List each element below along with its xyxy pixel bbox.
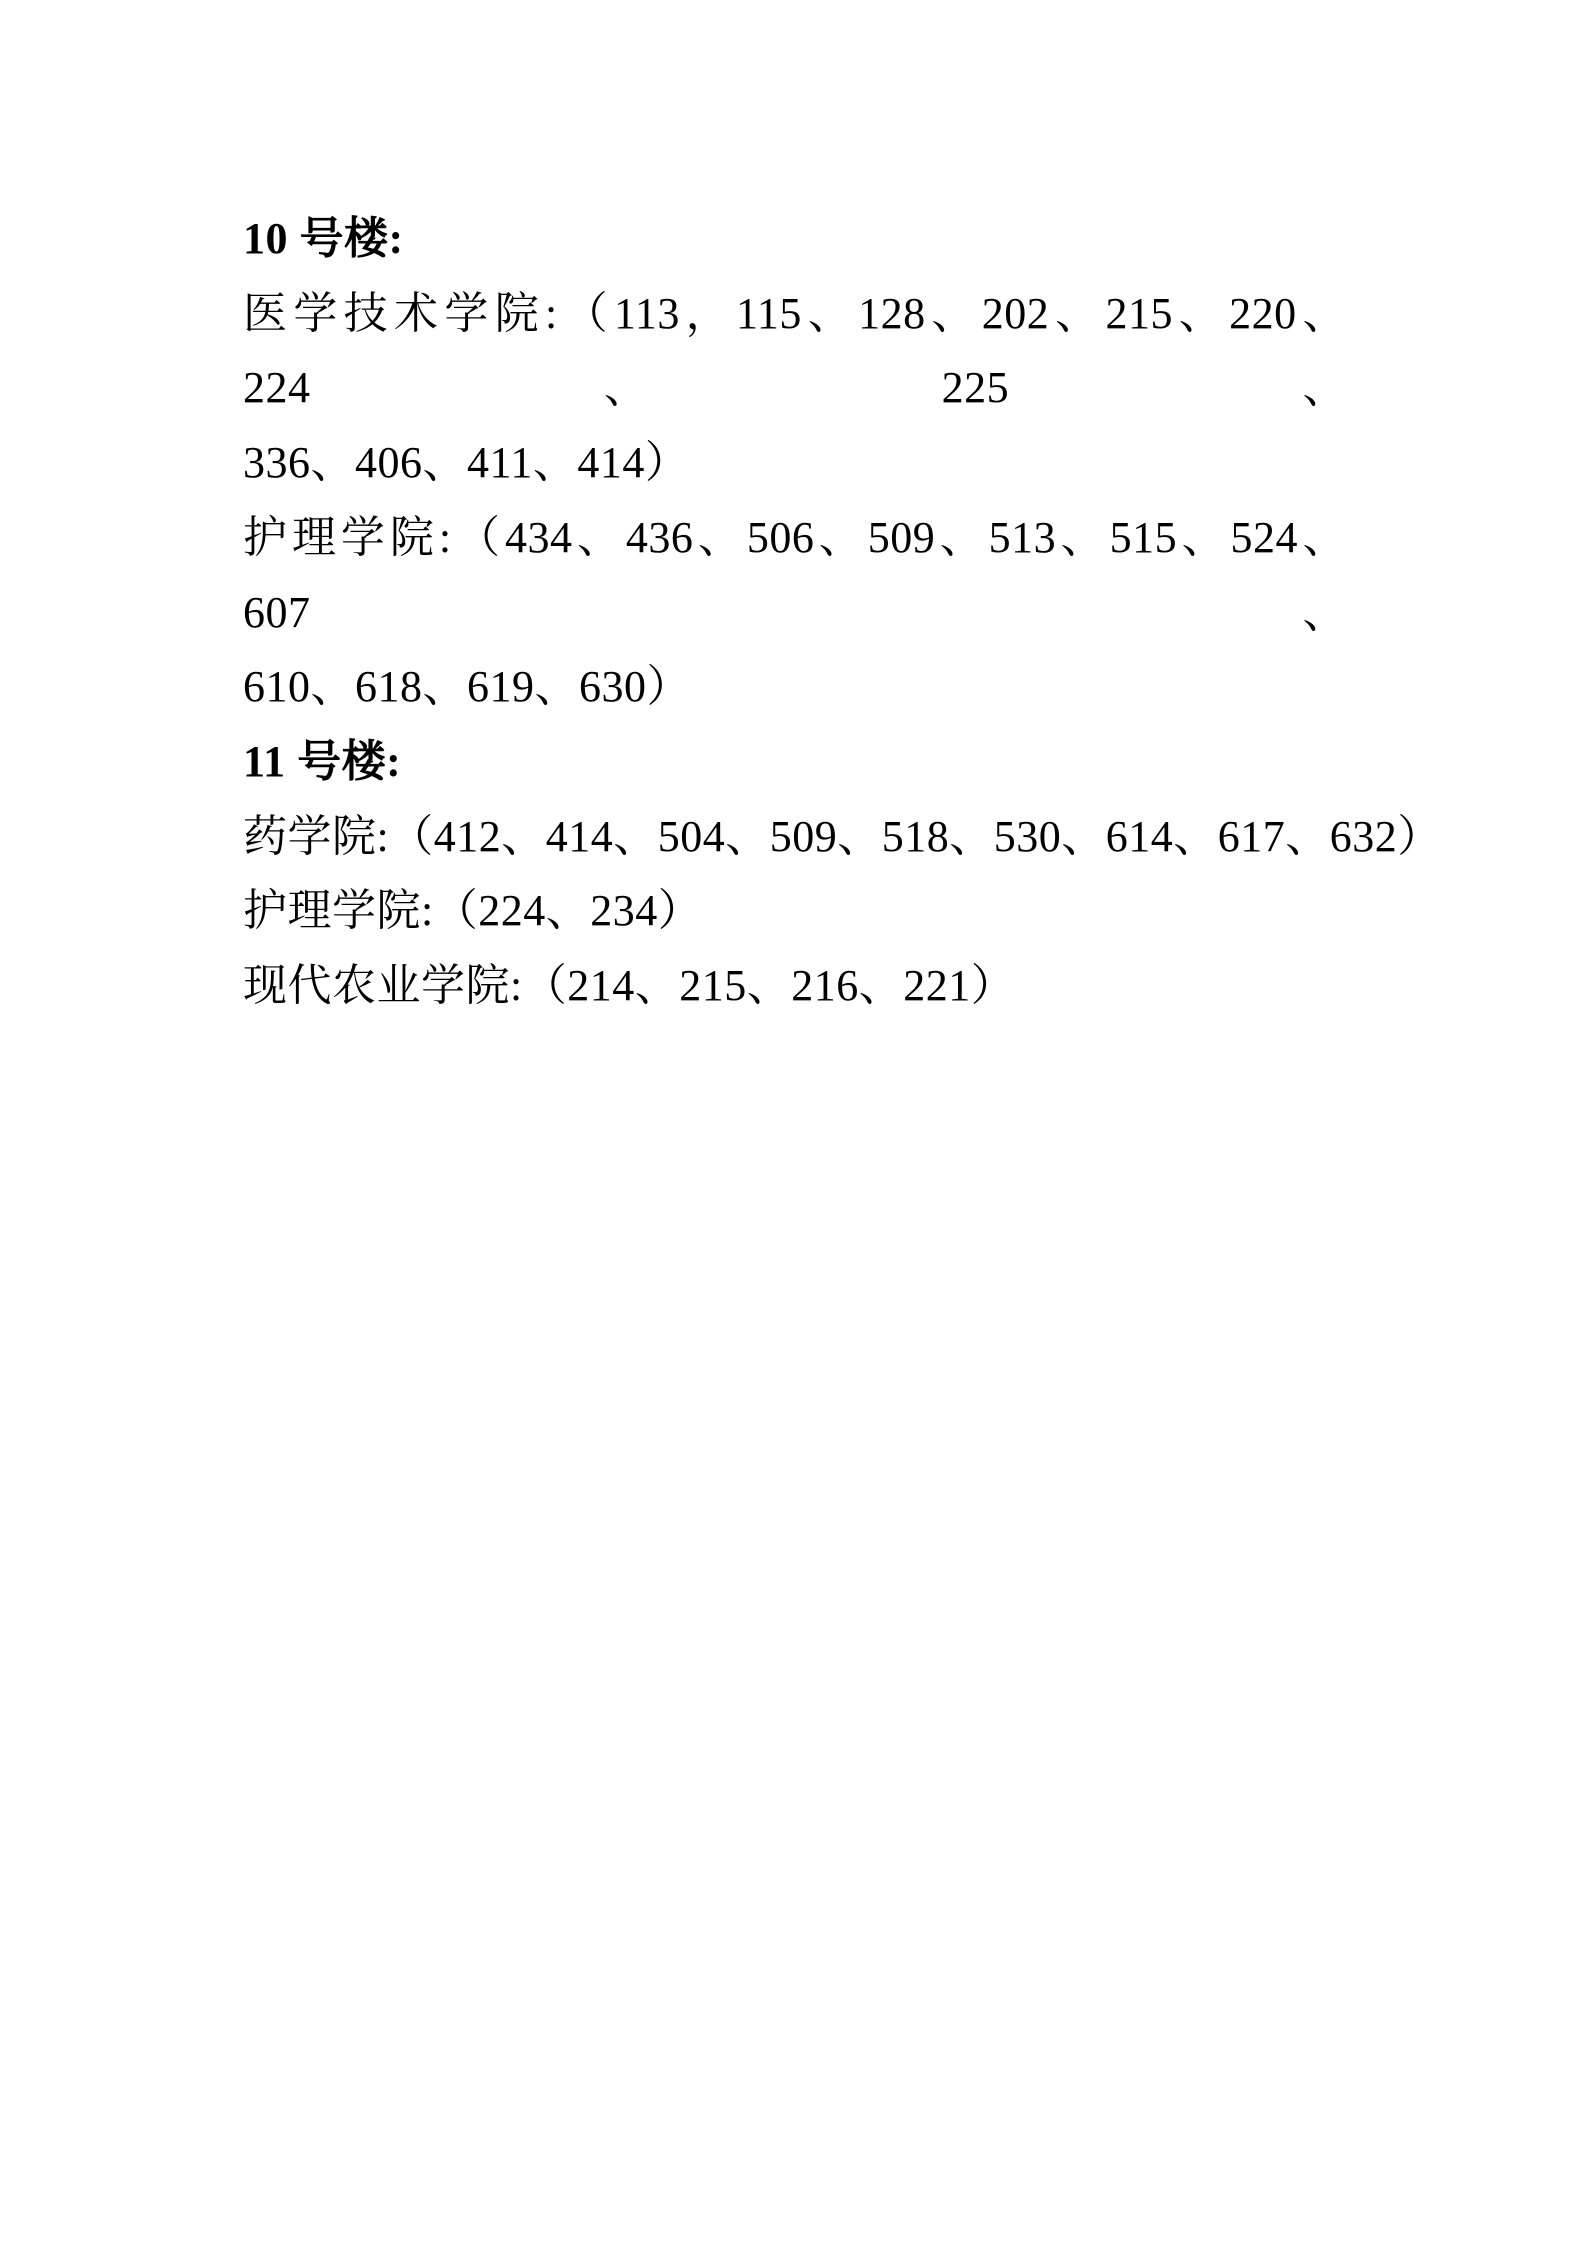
entry-pharmacy-college: 药学院:（412、414、504、509、518、530、614、617、632） [243,811,1442,861]
document-body [243,202,1442,1024]
entry-medical-technology-college-line-1: 医学技术学院:（113，115、128、202、215、220、224、225、 [243,288,1347,413]
entry-nursing-college-bldg10-line-1: 护理学院:（434、436、506、509、513、515、524、607、 [243,512,1347,637]
entry-medical-technology-college-line-2: 336、406、411、414） [243,438,690,488]
building-heading-10: 10 号楼: [243,214,404,263]
building-heading-11: 11 号楼: [243,736,402,786]
entry-modern-agriculture-college: 现代农业学院:（214、215、216、221） [243,961,1016,1011]
entry-nursing-college-bldg10-line-2: 610、618、619、630） [243,662,691,712]
entry-nursing-college-bldg11: 护理学院:（224、234） [243,886,703,936]
